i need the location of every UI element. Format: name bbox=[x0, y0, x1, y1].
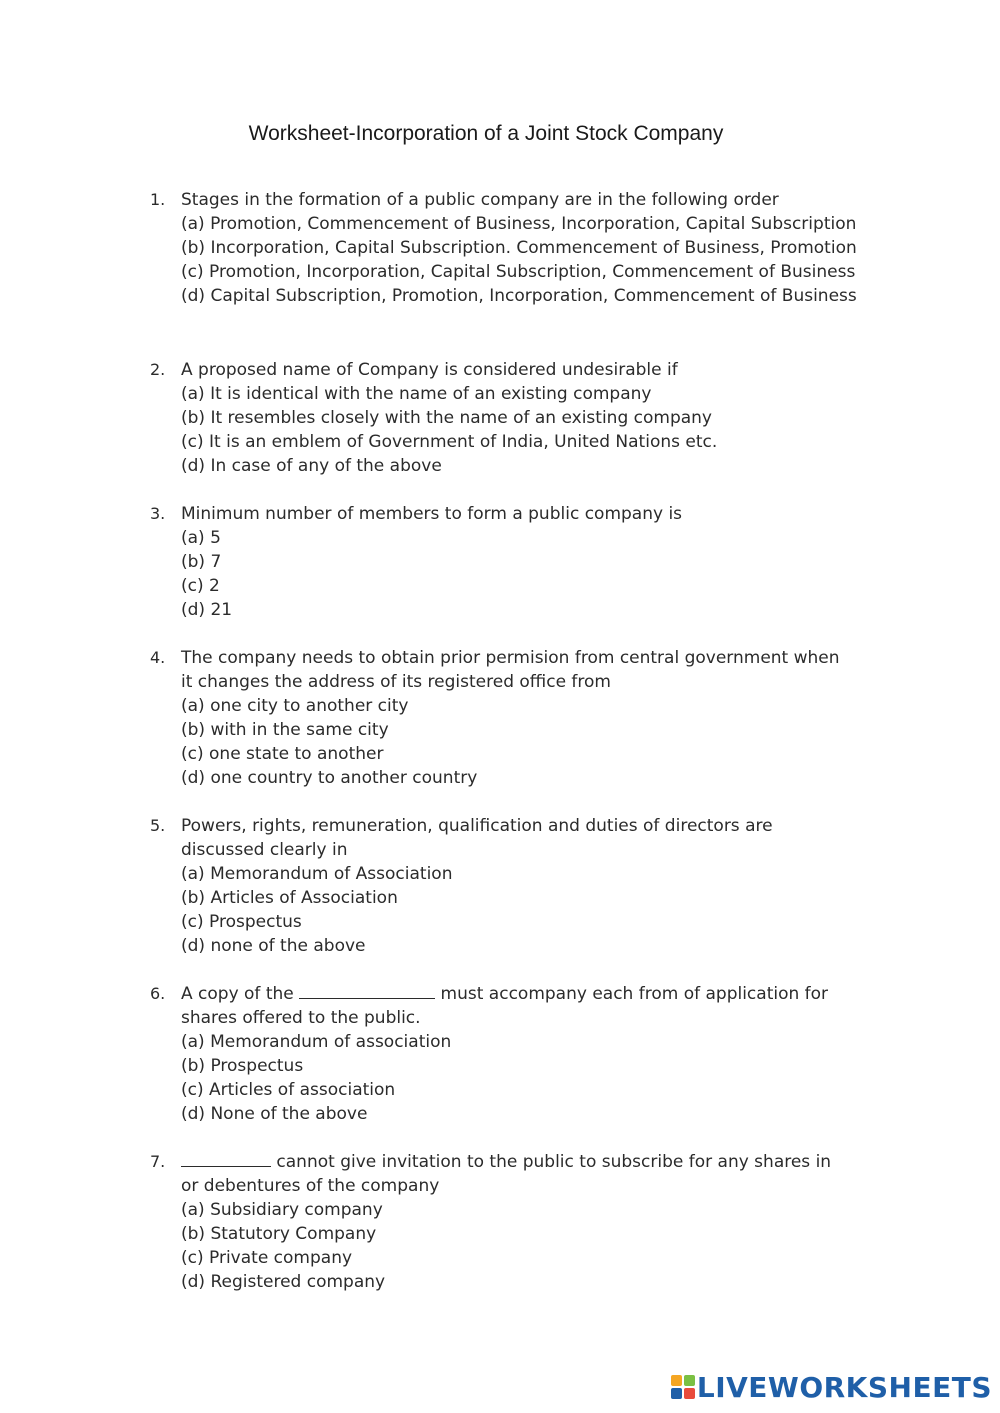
logo-square-2 bbox=[684, 1375, 695, 1386]
question-2 bbox=[150, 358, 890, 478]
option-c: (c) 2 bbox=[181, 576, 220, 596]
options-list bbox=[181, 526, 890, 622]
option-c: (c) Private company bbox=[181, 1248, 353, 1268]
option-d: (d) Capital Subscription, Promotion, Incorporation, Commencement of Business bbox=[181, 286, 857, 306]
option-c: (c) Articles of association bbox=[181, 1080, 396, 1100]
question-1 bbox=[150, 188, 890, 308]
option-c: (c) one state to another bbox=[181, 744, 384, 764]
option-a: (a) 5 bbox=[181, 528, 221, 548]
option-b: (b) Prospectus bbox=[181, 1056, 304, 1076]
question-text-after: must accompany each from of application for shares offered to the public. bbox=[181, 984, 829, 1028]
question-4 bbox=[150, 646, 890, 790]
options-list bbox=[181, 1198, 890, 1294]
question-text bbox=[181, 982, 881, 1030]
question-text: Minimum number of members to form a public company is bbox=[181, 504, 683, 524]
liveworksheets-logo bbox=[671, 1369, 992, 1405]
question-text bbox=[181, 1150, 846, 1198]
option-c: (c) Prospectus bbox=[181, 912, 302, 932]
fill-in-blank bbox=[181, 1150, 271, 1167]
option-a: (a) one city to another city bbox=[181, 696, 409, 716]
option-b: (b) Incorporation, Capital Subscription. Commencement of Business, Promotion bbox=[181, 238, 857, 258]
options-list bbox=[181, 212, 890, 308]
option-b: (b) It resembles closely with the name of an existing company bbox=[181, 408, 712, 428]
logo-square-3 bbox=[671, 1388, 682, 1399]
option-d: (d) one country to another country bbox=[181, 768, 478, 788]
option-a: (a) It is identical with the name of an existing company bbox=[181, 384, 652, 404]
option-a: (a) Memorandum of association bbox=[181, 1032, 452, 1052]
option-b: (b) 7 bbox=[181, 552, 222, 572]
option-d: (d) In case of any of the above bbox=[181, 456, 442, 476]
option-b: (b) Articles of Association bbox=[181, 888, 398, 908]
question-number: 3. bbox=[150, 504, 166, 523]
question-text-before: A copy of the bbox=[181, 984, 294, 1004]
question-5 bbox=[150, 814, 890, 958]
option-a: (a) Subsidiary company bbox=[181, 1200, 383, 1220]
option-d: (d) 21 bbox=[181, 600, 233, 620]
fill-in-blank bbox=[299, 982, 435, 999]
options-list bbox=[181, 1030, 890, 1126]
question-text: The company needs to obtain prior permision from central government when it changes the address of its registered office from bbox=[181, 648, 840, 692]
option-b: (b) Statutory Company bbox=[181, 1224, 377, 1244]
question-3 bbox=[150, 502, 890, 622]
question-number: 4. bbox=[150, 648, 166, 667]
option-c: (c) It is an emblem of Government of India, United Nations etc. bbox=[181, 432, 718, 452]
options-list bbox=[181, 694, 890, 790]
logo-text: LIVEWORKSHEETS bbox=[696, 1370, 992, 1404]
question-text: Powers, rights, remuneration, qualification and duties of directors are discussed clearly in bbox=[181, 816, 773, 860]
options-list bbox=[181, 382, 890, 478]
options-list bbox=[181, 862, 890, 958]
question-number: 5. bbox=[150, 816, 166, 835]
question-6 bbox=[150, 982, 890, 1126]
option-a: (a) Memorandum of Association bbox=[181, 864, 453, 884]
logo-square-1 bbox=[671, 1375, 682, 1386]
question-number: 7. bbox=[150, 1152, 166, 1171]
option-a: (a) Promotion, Commencement of Business, Incorporation, Capital Subscription bbox=[181, 214, 857, 234]
option-b: (b) with in the same city bbox=[181, 720, 389, 740]
liveworksheets-logo-icon bbox=[671, 1375, 695, 1399]
question-text: A proposed name of Company is considered undesirable if bbox=[181, 360, 678, 380]
question-text: Stages in the formation of a public company are in the following order bbox=[181, 190, 779, 210]
option-d: (d) none of the above bbox=[181, 936, 366, 956]
option-d: (d) Registered company bbox=[181, 1272, 386, 1292]
question-number: 2. bbox=[150, 360, 166, 379]
question-number: 6. bbox=[150, 984, 166, 1003]
question-text-after: cannot give invitation to the public to subscribe for any shares in or debentures of the company bbox=[181, 1152, 832, 1196]
question-number: 1. bbox=[150, 190, 166, 209]
logo-square-4 bbox=[684, 1388, 695, 1399]
option-d: (d) None of the above bbox=[181, 1104, 368, 1124]
option-c: (c) Promotion, Incorporation, Capital Subscription, Commencement of Business bbox=[181, 262, 856, 282]
question-7 bbox=[150, 1150, 890, 1294]
worksheet-title: Worksheet-Incorporation of a Joint Stock Company bbox=[248, 122, 724, 145]
